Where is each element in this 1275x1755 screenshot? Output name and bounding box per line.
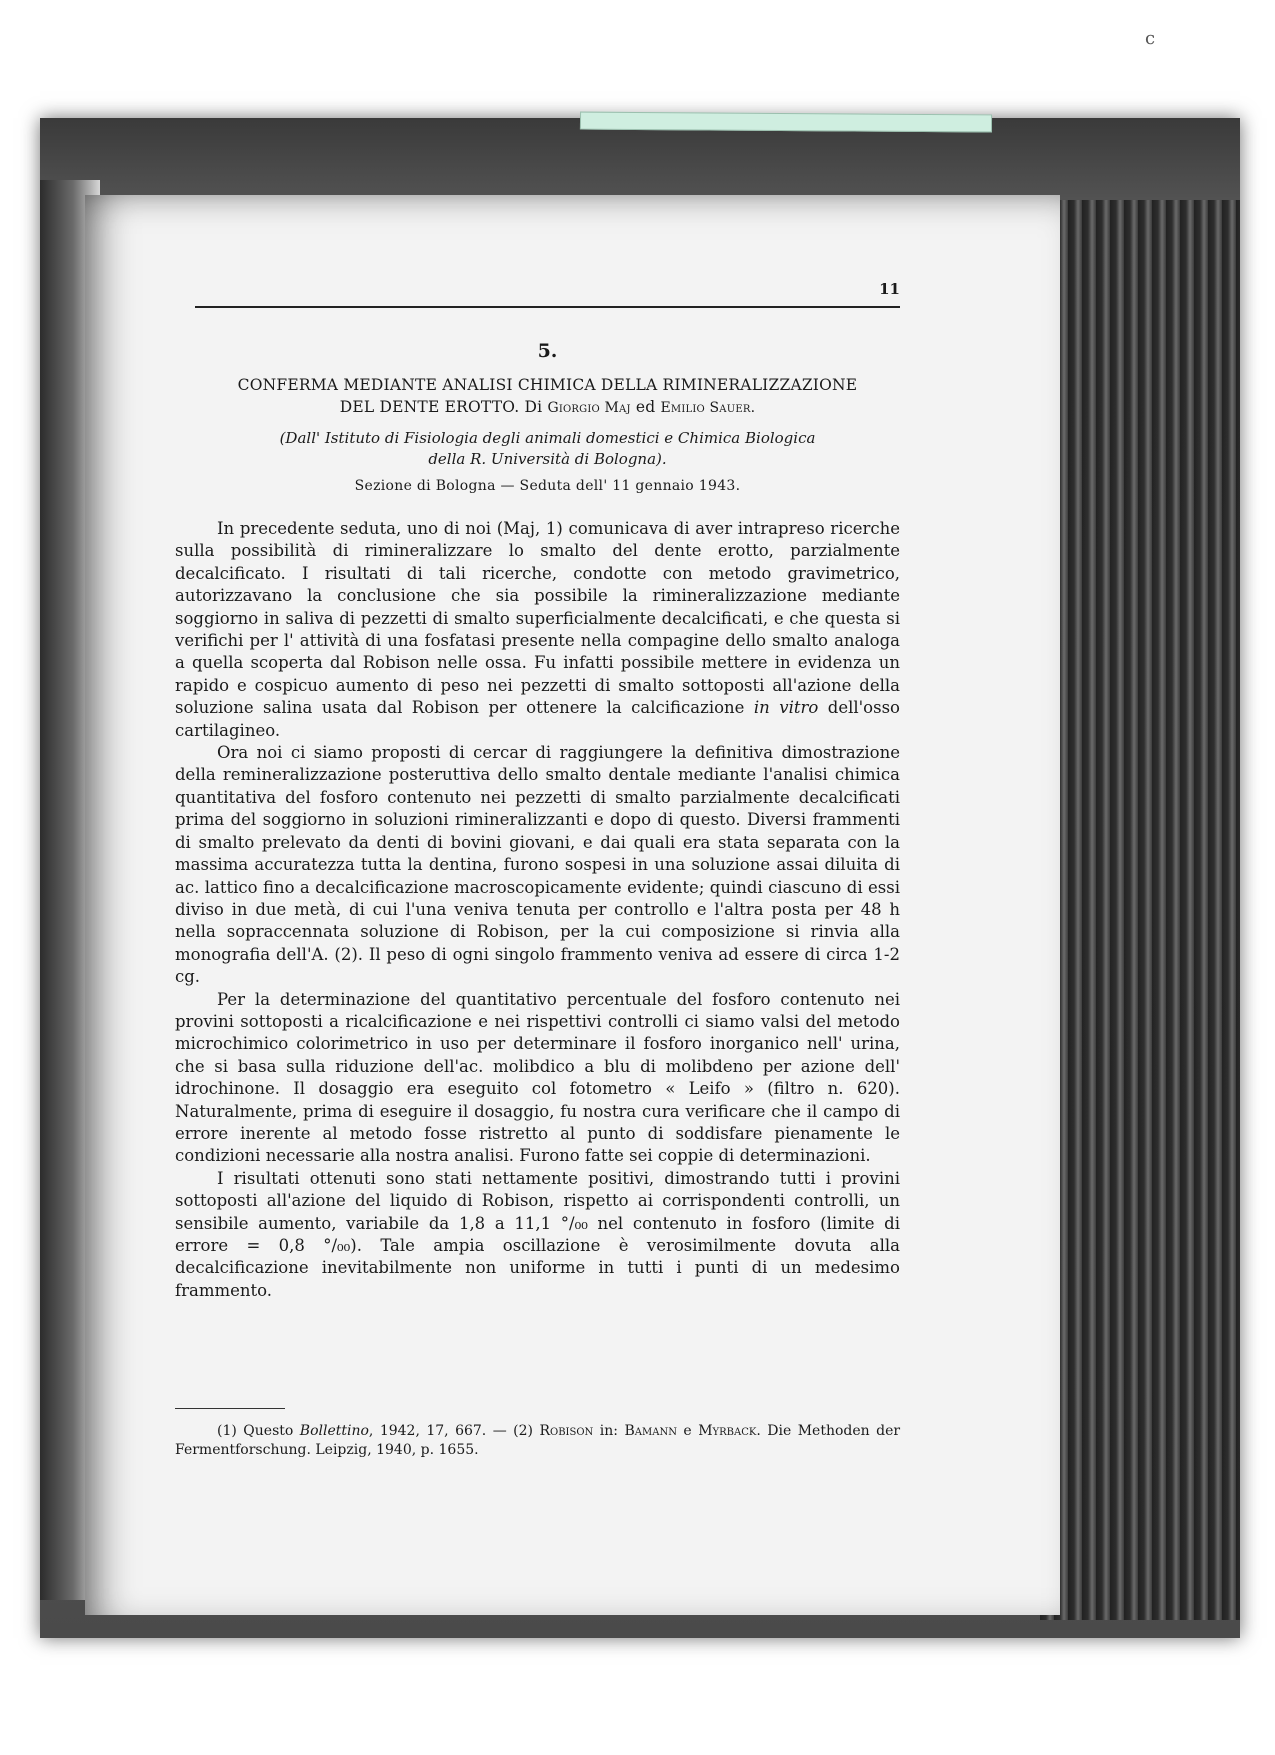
footnote-rule — [175, 1408, 285, 1409]
article-body — [175, 518, 900, 1302]
affiliation-line-1: (Dall' Istituto di Fisiologia degli animali domestici e Chimica Biologica — [279, 429, 816, 447]
session-line: Sezione di Bologna — Seduta dell' 11 gennaio 1943. — [354, 478, 741, 494]
footnote-author-robison: Robison — [539, 1423, 594, 1439]
footnote-part-4: e — [683, 1423, 692, 1439]
article-number: 5. — [537, 340, 558, 362]
affiliation — [195, 428, 900, 470]
paragraph-1-end: dell'osso cartilagineo. — [175, 698, 900, 740]
footnote-part-3: in: — [599, 1423, 618, 1439]
footnotes — [175, 1422, 900, 1460]
footnote-part-5: Die Methoden der Fermentforschung. Leipzig, 1940, p. 1655. — [175, 1423, 901, 1458]
header-rule — [195, 306, 900, 308]
corner-mark: c — [1145, 28, 1156, 49]
paragraph-1 — [175, 518, 900, 742]
author-1: Giorgio Maj — [547, 400, 631, 416]
green-paper-strip — [580, 112, 992, 133]
page-number: 11 — [879, 280, 900, 298]
article-title — [195, 374, 900, 419]
paragraph-3: Per la determinazione del quantitativo percentuale del fosforo contenuto nei provini sottoposti a ricalcificazione e nei rispettivi controlli ci siamo valsi del metodo microchimico colorimetrico in uso per determinare il fosforo inorganico nell' urina, che si basa sulla riduzione dell'ac. molibdico a blu di molibdeno per azione dell' idrochinone. Il dosaggio era eseguito col fotometro « Leifo » (filtro n. 620). Naturalmente, prima di eseguire il dosaggio, fu nostra cura verificare che il campo di errore inerente al metodo fosse ristretto al punto di soddisfare pienamente le condizioni necessarie alla nostra analisi. Furono fatte sei coppie di determinazioni. — [175, 989, 900, 1166]
paragraph-1-italic: in vitro — [753, 698, 819, 718]
footnote-author-myrback: Myrback. — [698, 1423, 761, 1439]
paragraph-2: Ora noi ci siamo proposti di cercar di raggiungere la definitiva dimostrazione della remineralizzazione posteruttiva dello smalto dentale mediante l'analisi chimica quantitativa del fosforo contenuto nei pezzetti di smalto parzialmente decalcificati prima del soggiorno in soluzioni rimineralizzanti e dopo di questo. Diversi frammenti di smalto prelevato da denti di bovini giovani, e dai quali era stata separata con la massima accuratezza tutta la dentina, furono sospesi in una soluzione assai diluita di ac. lattico fino a decalcificazione macroscopicamente evidente; quindi ciascuno di essi diviso in due metà, di cui l'una veniva tenuta per controllo e l'altra posta per 48 h nella sopraccennata soluzione di Robison, per la cui composizione si rinvia alla monografia dell'A. (2). Il peso di ogni singolo frammento veniva ad essere di circa 1-2 cg. — [175, 743, 900, 987]
title-line-2: DEL DENTE EROTTO. — [339, 398, 520, 416]
paragraph-1-text: In precedente seduta, uno di noi (Maj, 1) comunicava di aver intrapreso ricerche sulla possibilità di rimineralizzare lo smalto del dente erotto, parzialmente decalcificato. I risultati di tali ricerche, condotte con metodo gravimetrico, autorizzavano la conclusione che sia possibile la rimineralizzazione mediante soggiorno in saliva di pezzetti di smalto superficialmente decalcificati, e che questa si verifichi per l' attività di una fosfatasi presente nella compagine dello smalto analoga a quella scoperta dal Robison nelle ossa. Fu infatti possibile mettere in evidenza un rapido e cospicuo aumento di peso nei pezzetti di smalto sottoposti all'azione della soluzione salina usata dal Robison per ottenere la calcificazione — [175, 519, 900, 718]
footnote-author-bamann: Bamann — [624, 1423, 677, 1439]
author-2: Emilio Sauer. — [660, 400, 756, 416]
title-line-1: CONFERMA MEDIANTE ANALISI CHIMICA DELLA RIMINERALIZZAZIONE — [237, 376, 858, 394]
authors-conjunction: ed — [635, 398, 656, 416]
footnote-part-1: (1) Questo — [217, 1423, 294, 1439]
affiliation-line-2: della R. Università di Bologna). — [428, 450, 667, 468]
footnote-part-2: , 1942, 17, 667. — (2) — [368, 1423, 533, 1439]
authors-prefix: Di — [524, 398, 543, 416]
footnote-journal: Bollettino — [299, 1423, 369, 1439]
book-page-edges — [1040, 200, 1240, 1620]
paragraph-4: I risultati ottenuti sono stati nettamente positivi, dimostrando tutti i provini sottoposti all'azione del liquido di Robison, rispetto ai corrispondenti controlli, un sensibile aumento, variabile da 1,8 a 11,1 °/₀₀ nel contenuto in fosforo (limite di errore = 0,8 °/₀₀). Tale ampia oscillazione è verosimilmente dovuta alla decalcificazione inevitabilmente non uniforme in tutti i punti di un medesimo frammento. — [175, 1168, 900, 1300]
